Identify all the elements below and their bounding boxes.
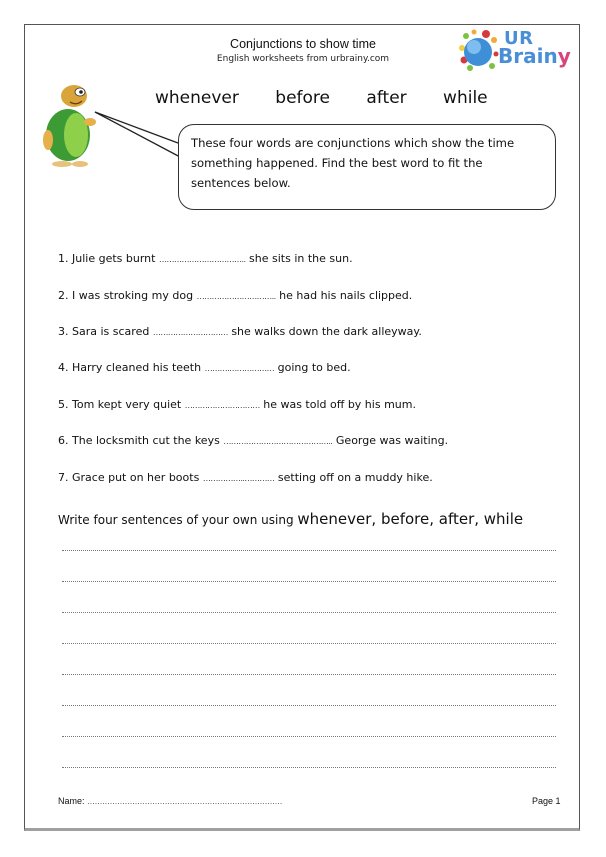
question-text-before: Harry cleaned his teeth xyxy=(72,361,202,374)
answer-blank[interactable]: …………………………………….. xyxy=(223,437,333,446)
instruction-prefix: Write four sentences of your own using xyxy=(58,513,294,527)
question-text-before: Julie gets burnt xyxy=(72,252,156,265)
answer-blank[interactable]: ………………………….. xyxy=(196,292,276,301)
question-text-after: she walks down the dark alleyway. xyxy=(231,325,422,338)
question-5 xyxy=(58,398,416,411)
word-bank xyxy=(155,88,519,108)
logo-text-brainy xyxy=(498,44,571,68)
worksheet-subtitle: English worksheets from urbrainy.com xyxy=(216,54,390,64)
question-text-after: he had his nails clipped. xyxy=(279,289,413,302)
question-text-before: Sara is scared xyxy=(72,325,150,338)
question-2 xyxy=(58,289,412,302)
question-text-before: I was stroking my dog xyxy=(72,289,194,302)
name-blank[interactable]: …………………………………………………………………… xyxy=(87,797,283,806)
answer-blank[interactable]: ……….……………… xyxy=(204,364,275,373)
question-text-after: George was waiting. xyxy=(335,434,449,447)
word-bank-item: whenever xyxy=(155,88,239,108)
answer-blank[interactable]: ………………………… xyxy=(184,401,260,410)
word-bank-item: while xyxy=(443,88,488,108)
writing-line[interactable] xyxy=(62,767,556,768)
speech-bubble: These four words are conjunctions which show the time something happened. Find the best word to fit the sentences below. xyxy=(178,124,556,210)
urbrainy-logo xyxy=(456,26,576,76)
question-1 xyxy=(58,252,353,265)
name-field xyxy=(58,796,282,806)
turtle-mascot-icon xyxy=(40,80,110,170)
question-7 xyxy=(58,471,433,484)
answer-blank[interactable]: …………………………….. xyxy=(158,255,246,264)
question-number: 1. xyxy=(58,252,69,265)
answer-blank[interactable]: ………………………… xyxy=(152,328,228,337)
writing-line[interactable] xyxy=(62,550,556,551)
answer-blank[interactable]: ……………..………… xyxy=(202,474,275,483)
question-3 xyxy=(58,325,422,338)
writing-line[interactable] xyxy=(62,643,556,644)
question-text-before: Tom kept very quiet xyxy=(72,398,182,411)
question-number: 7. xyxy=(58,471,69,484)
writing-line[interactable] xyxy=(62,581,556,582)
question-text-after: he was told off by his mum. xyxy=(263,398,416,411)
question-6 xyxy=(58,434,448,447)
question-text-after: going to bed. xyxy=(277,361,351,374)
word-bank-item: after xyxy=(366,88,407,108)
question-number: 5. xyxy=(58,398,69,411)
writing-line[interactable] xyxy=(62,612,556,613)
writing-instruction xyxy=(58,510,523,528)
question-text-after: she sits in the sun. xyxy=(249,252,353,265)
question-text-before: The locksmith cut the keys xyxy=(72,434,220,447)
question-number: 2. xyxy=(58,289,69,302)
question-number: 3. xyxy=(58,325,69,338)
question-number: 6. xyxy=(58,434,69,447)
page-number: Page 1 xyxy=(532,796,561,806)
question-text-after: setting off on a muddy hike. xyxy=(277,471,433,484)
word-bank-item: before xyxy=(275,88,331,108)
question-number: 4. xyxy=(58,361,69,374)
worksheet-title: Conjunctions to show time xyxy=(230,37,376,51)
name-label: Name: xyxy=(58,796,85,806)
logo-text-ur: UR xyxy=(504,28,534,49)
writing-line[interactable] xyxy=(62,674,556,675)
writing-line[interactable] xyxy=(62,736,556,737)
question-text-before: Grace put on her boots xyxy=(72,471,200,484)
question-4 xyxy=(58,361,351,374)
writing-line[interactable] xyxy=(62,705,556,706)
instruction-words: whenever, before, after, while xyxy=(297,510,524,528)
logo-text-y: y xyxy=(557,44,571,68)
logo-text-brain: Brain xyxy=(498,44,558,68)
